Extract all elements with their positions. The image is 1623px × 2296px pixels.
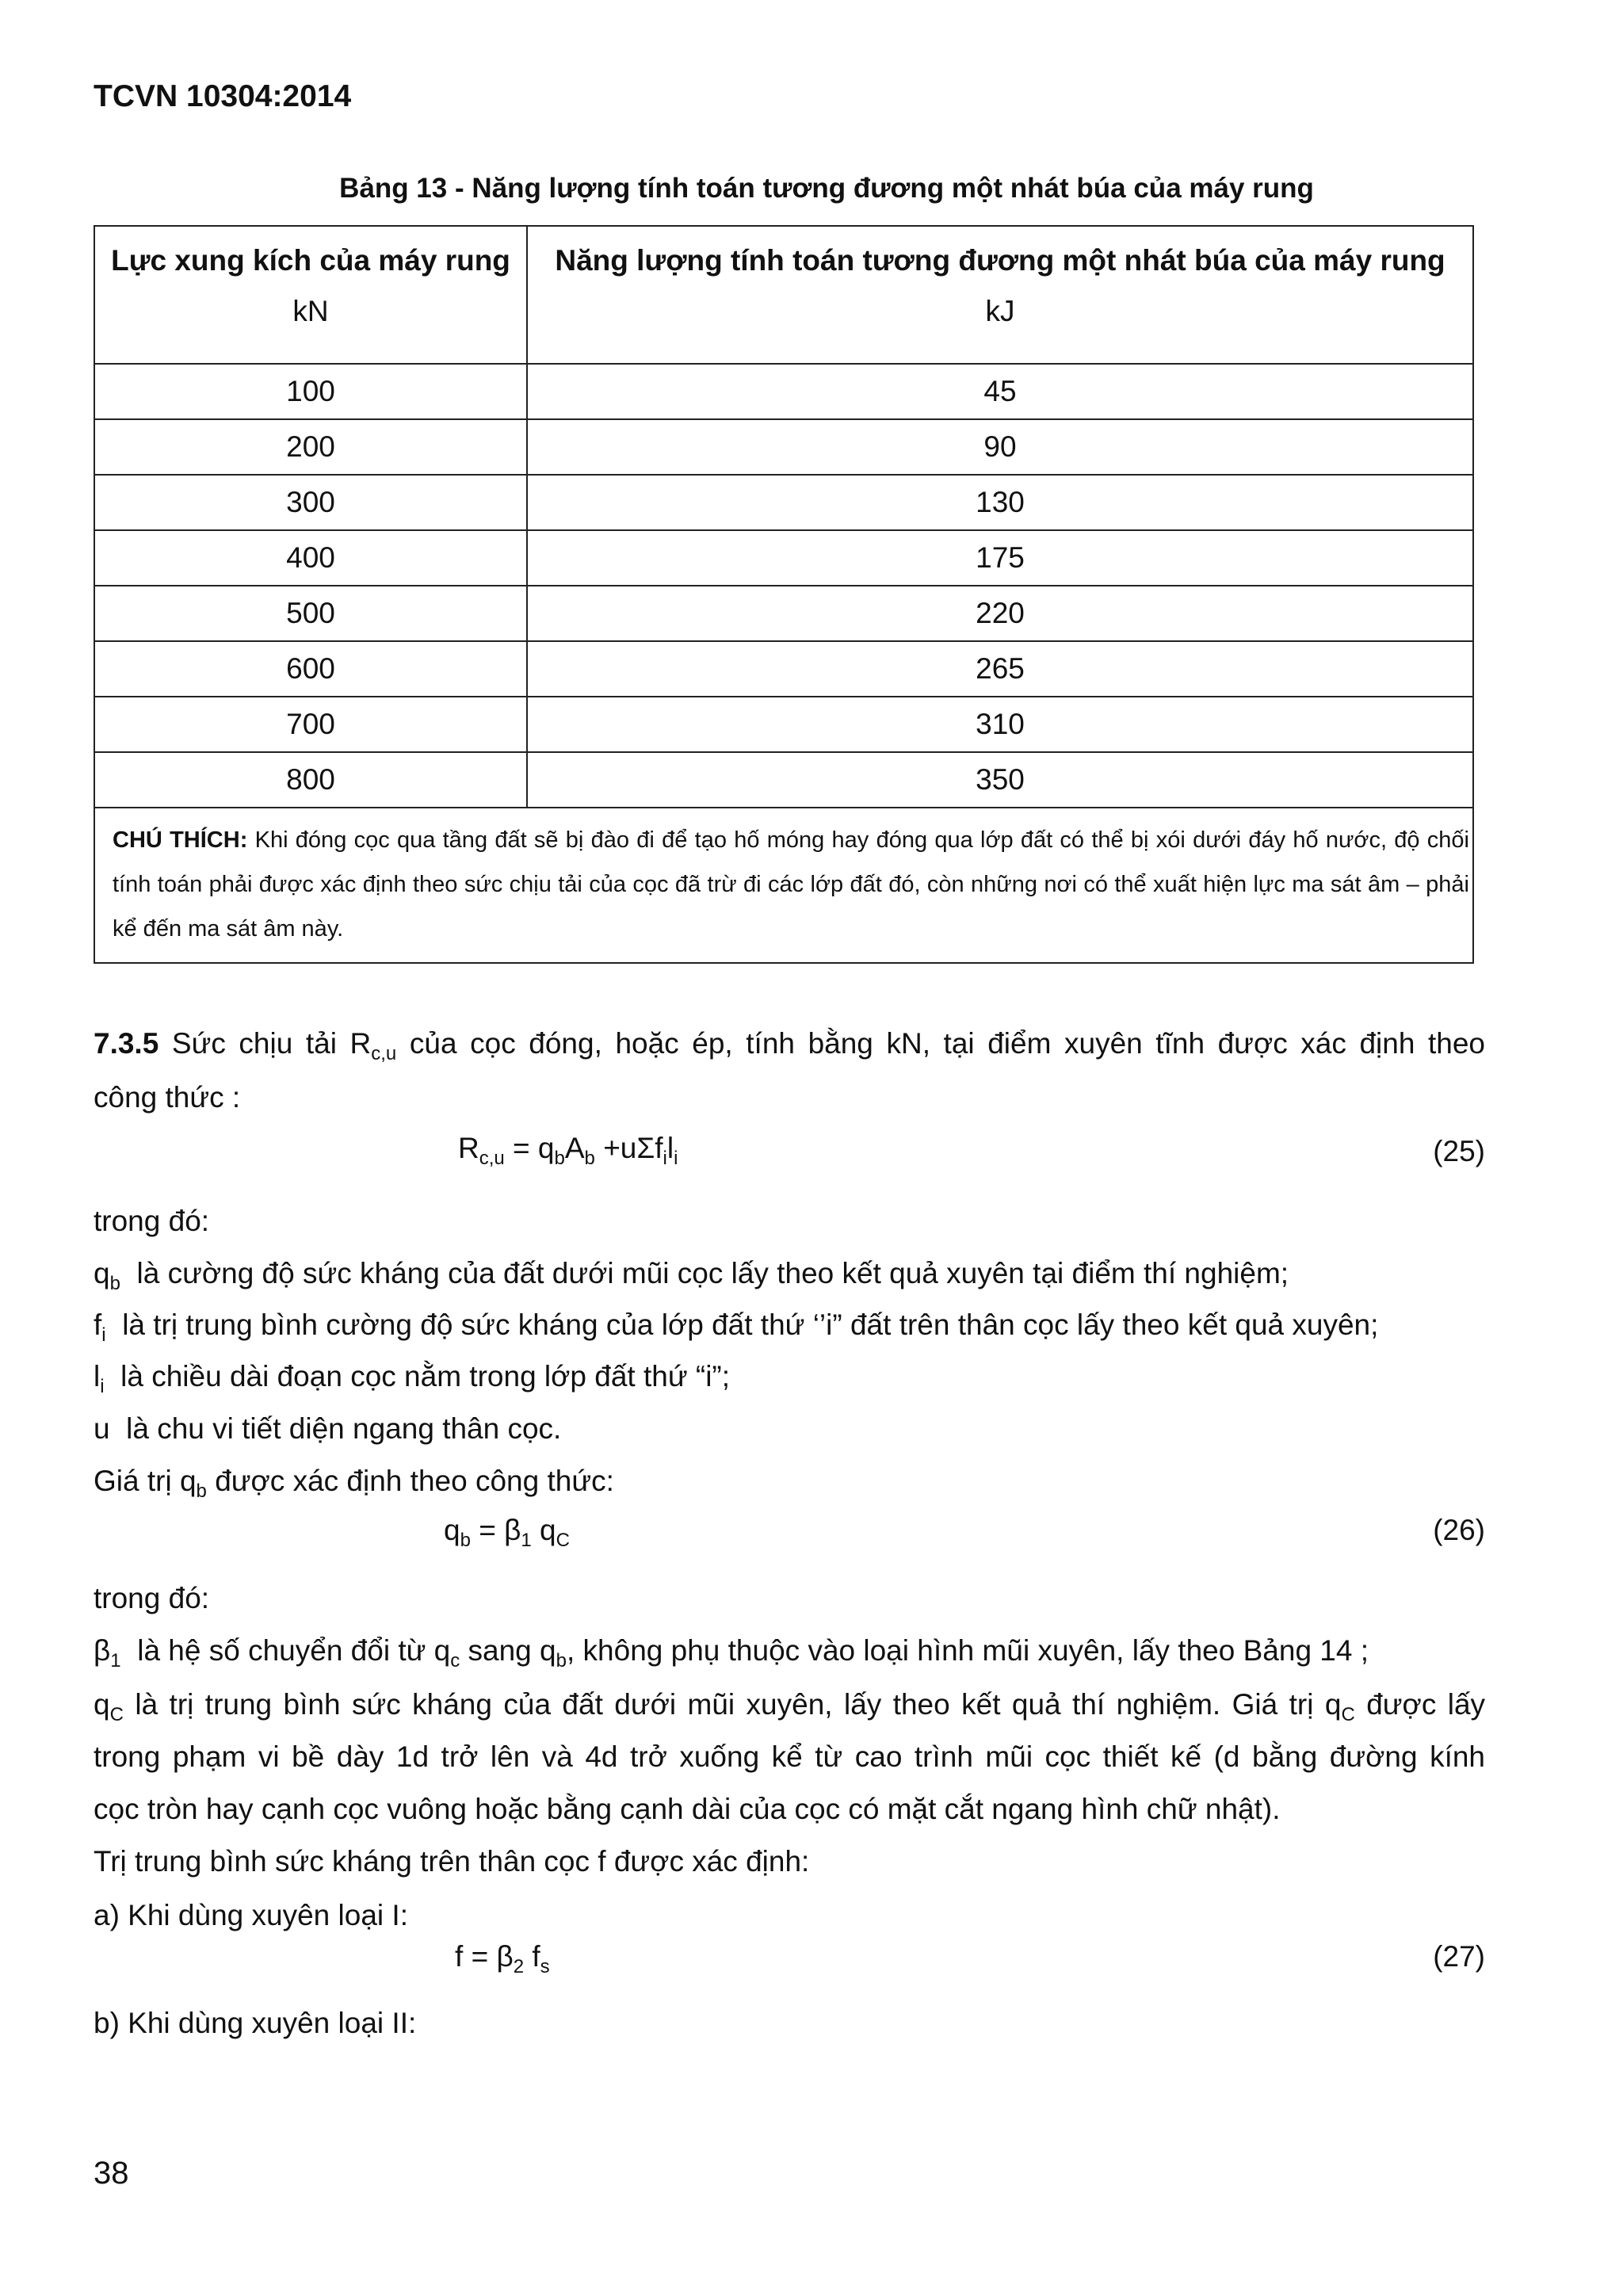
note-label: CHÚ THÍCH: bbox=[113, 827, 248, 853]
energy-cell: 45 bbox=[527, 364, 1473, 419]
section-sub: c,u bbox=[371, 1043, 397, 1064]
standard-code: TCVN 10304:2014 bbox=[94, 79, 352, 113]
col2-header bbox=[527, 226, 1473, 364]
table-row bbox=[94, 752, 1473, 808]
force-cell: 400 bbox=[94, 530, 527, 586]
page-number: 38 bbox=[94, 2156, 129, 2191]
case-b: b) Khi dùng xuyên loại II: bbox=[94, 2007, 417, 2039]
def-qc-line1: $q_C$ là trị trung bình sức kháng của đất dưới mũi xuyên, lấy theo kết quả thí nghiệm. Giá trị $q_C$ được lấy bbox=[94, 1688, 1486, 1725]
energy-cell: 130 bbox=[527, 475, 1473, 530]
col1-header bbox=[94, 226, 527, 364]
energy-cell: 310 bbox=[527, 697, 1473, 752]
table-row bbox=[94, 419, 1473, 475]
equation-26-number: (26) bbox=[1433, 1514, 1485, 1546]
energy-cell: 90 bbox=[527, 419, 1473, 475]
energy-cell: 175 bbox=[527, 530, 1473, 586]
where-label-1: trong đó: bbox=[94, 1205, 210, 1237]
section-text-a: Sức chịu tải R bbox=[171, 1027, 372, 1060]
table-row bbox=[94, 586, 1473, 641]
equation-25-number: (25) bbox=[1433, 1135, 1485, 1167]
def-beta1: $\beta_1$ là hệ số chuyển đổi từ $q_c$ sang $q_b$, không phụ thuộc vào loại hình mũi xuyên, lấy theo Bảng 14 ; bbox=[94, 1634, 1369, 1671]
table-row bbox=[94, 530, 1473, 586]
force-cell: 800 bbox=[94, 752, 527, 808]
section-number: 7.3.5 bbox=[94, 1027, 159, 1060]
def-qb: $q_b$ là cường độ sức kháng của đất dưới mũi cọc lấy theo kết quả xuyên tại điểm thí nghiệm; bbox=[94, 1257, 1289, 1294]
col1-unit: kN bbox=[292, 295, 329, 327]
shaft-resistance-intro: Trị trung bình sức kháng trên thân cọc f được xác định: bbox=[94, 1845, 810, 1878]
section-paragraph-line1 bbox=[94, 1018, 1485, 1070]
energy-cell: 220 bbox=[527, 586, 1473, 641]
note-text: Khi đóng cọc qua tầng đất sẽ bị đào đi để tạo hố móng hay đóng qua lớp đất có thể bị xói dưới đáy hố nước, độ chối tính toán phải được xác định theo sức chịu tải của cọc đã trừ đi các lớp đất đó, còn những nơi có thể xuất hiện lực ma sát âm – phải kể đến ma sát âm này. bbox=[113, 827, 1469, 942]
energy-table bbox=[94, 225, 1474, 964]
def-li: $l_i$ là chiều dài đoạn cọc nằm trong lớp đất thứ “i”; bbox=[94, 1360, 731, 1397]
equation-25: $R_{c,u} = q_bA_b +u\Sigma f_il_i$ bbox=[458, 1132, 678, 1169]
equation-27-number: (27) bbox=[1433, 1940, 1485, 1973]
table-row bbox=[94, 364, 1473, 419]
force-cell: 300 bbox=[94, 475, 527, 530]
force-cell: 500 bbox=[94, 586, 527, 641]
force-cell: 200 bbox=[94, 419, 527, 475]
force-cell: 600 bbox=[94, 641, 527, 697]
force-cell: 100 bbox=[94, 364, 527, 419]
table-note-row bbox=[94, 808, 1473, 963]
energy-cell: 350 bbox=[527, 752, 1473, 808]
def-qc-line3: cọc tròn hay cạnh cọc vuông hoặc bằng cạnh dài của cọc có mặt cắt ngang hình chữ nhật). bbox=[94, 1793, 1281, 1825]
equation-27: $f = \beta_2$ $f_s$ bbox=[455, 1940, 550, 1977]
where-label-2: trong đó: bbox=[94, 1582, 210, 1614]
table-row bbox=[94, 641, 1473, 697]
col2-title: Năng lượng tính toán tương đương một nhát búa của máy rung bbox=[555, 244, 1445, 277]
table-row bbox=[94, 475, 1473, 530]
energy-cell: 265 bbox=[527, 641, 1473, 697]
table-header-row bbox=[94, 226, 1473, 364]
table-row bbox=[94, 697, 1473, 752]
table-note bbox=[94, 808, 1473, 963]
table-caption: Bảng 13 - Năng lượng tính toán tương đương một nhát búa của máy rung bbox=[339, 173, 1314, 204]
def-fi: $f_i$ là trị trung bình cường độ sức kháng của lớp đất thứ ‘’i” đất trên thân cọc lấy theo kết quả xuyên; bbox=[94, 1308, 1379, 1346]
col1-title: Lực xung kích của máy rung bbox=[111, 244, 510, 277]
equation-26: $q_b = \beta_1$ $q_C$ bbox=[444, 1514, 570, 1551]
def-qc-line2: trong phạm vi bề dày 1d trở lên và 4d trở xuống kể từ cao trình mũi cọc thiết kế (d bằng đường kính bbox=[94, 1740, 1485, 1773]
col2-unit: kJ bbox=[985, 295, 1015, 327]
def-u: u là chu vi tiết diện ngang thân cọc. bbox=[94, 1412, 562, 1445]
section-text-b: của cọc đóng, hoặc ép, tính bằng kN, tại điểm xuyên tĩnh được xác định theo bbox=[409, 1027, 1486, 1060]
case-a: a) Khi dùng xuyên loại I: bbox=[94, 1899, 408, 1931]
force-cell: 700 bbox=[94, 697, 527, 752]
section-paragraph-line2: công thức : bbox=[94, 1081, 241, 1114]
qb-intro: Giá trị $q_b$ được xác định theo công thức: bbox=[94, 1465, 614, 1502]
